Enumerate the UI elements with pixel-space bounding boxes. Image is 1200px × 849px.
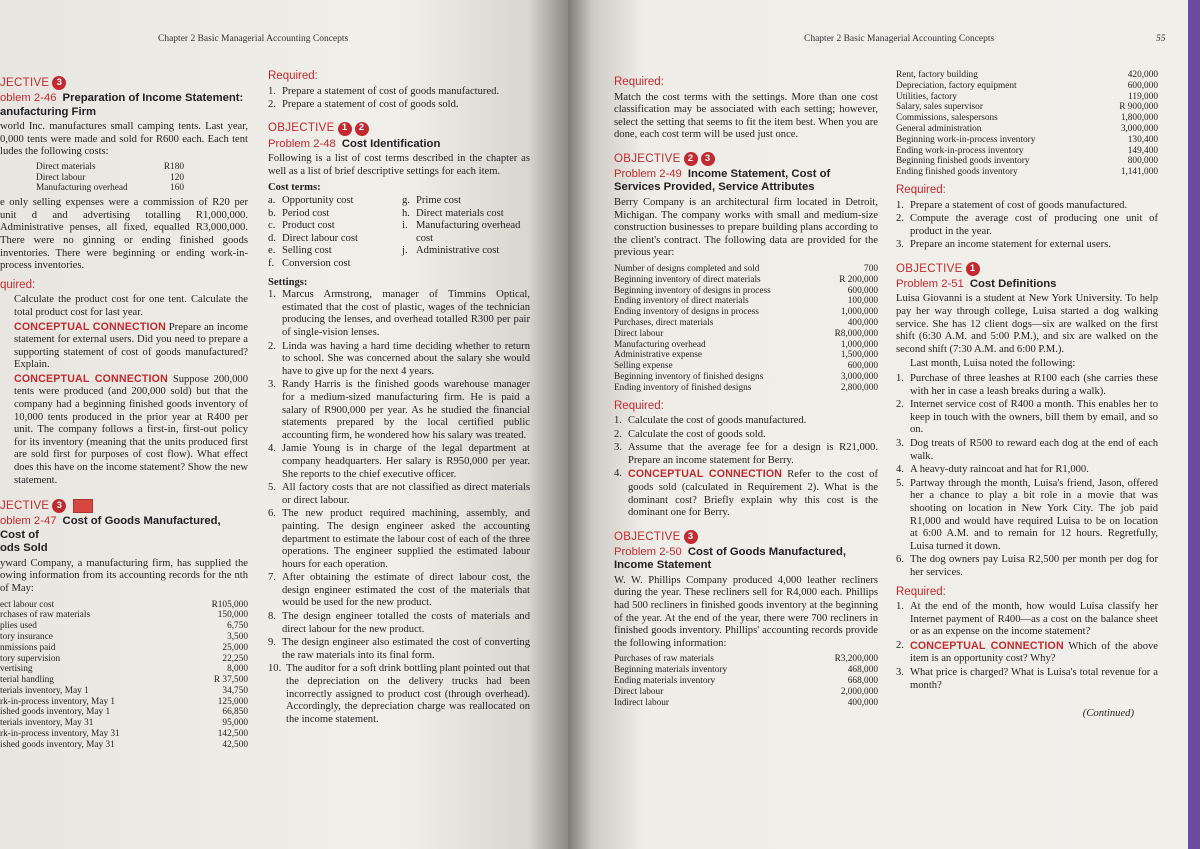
table-row: Direct materials R180 — [36, 161, 184, 172]
required-heading: Required: — [268, 70, 318, 82]
left-page-right-column — [268, 70, 530, 727]
running-head: Chapter 2 Basic Managerial Accounting Concepts — [804, 34, 995, 44]
required-heading: Required: — [896, 585, 946, 598]
list-item: 3. What price is charged? What is Luisa's total revenue for a month? — [896, 667, 1158, 691]
cost-term: i. Manufacturing overhead cost — [402, 220, 521, 244]
cost-term: f. Conversion cost — [268, 258, 351, 270]
problem-2-49-intro: Berry Company is an architectural firm located in Detroit, Michigan. The company works with small and medium-size construction businesses to prepare building plans according to the client's contract. The following data are provided for the previous year: — [614, 196, 878, 259]
table-row: Ending finished goods inventory 1,141,000 — [896, 167, 1158, 178]
problem-2-47-title: oblem 2-47 Cost of Goods Manufactured, Cost of ods Sold — [0, 515, 221, 555]
list-item: 2. Prepare a statement of cost of goods sold. — [268, 99, 459, 111]
problem-2-46-intro: world Inc. manufactures small camping tents. Last year, 0,000 tents were made and sold for R600 each. Each tent ludes the following costs: — [0, 121, 248, 158]
problem-2-48-title: Problem 2-48 Cost Identification — [268, 137, 441, 150]
problem-2-51-title: Problem 2-51 Cost Definitions — [896, 277, 1057, 290]
cost-term: a. Opportunity cost — [268, 195, 354, 207]
matching-instructions: Match the cost terms with the settings. More than one cost classification may be associated with each setting; however, select the setting that seems to fit the item best. When you are done, each cost term will be used just once. — [614, 91, 878, 141]
list-item: 4. Jamie Young is in charge of the legal department at company headquarters. Her salary is R950,000 per year. She reports to the chief executive officer. — [268, 443, 530, 480]
list-item: 8. The design engineer totalled the costs of materials and direct labour for the new product. — [268, 611, 530, 635]
cost-term: e. Selling cost — [268, 245, 332, 257]
list-item: 1. At the end of the month, how would Luisa classify her Internet payment of R400—as a cost on the balance sheet or as an expense on the income statement? — [896, 601, 1158, 638]
table-row: Beginning inventory of designs in process 600,000 — [614, 285, 878, 296]
table-row: plies used 6,750 — [0, 621, 248, 632]
phillips-data-table-continued — [896, 70, 1158, 178]
table-row: rk-in-process inventory, May 1 125,000 — [0, 696, 248, 707]
table-row: Utilities, factory 119,000 — [896, 91, 1158, 102]
list-item: CONCEPTUAL CONNECTION Prepare an income statement for external users. Did you need to prepare a supporting statement of cost of goods manufactured? Explain. — [14, 320, 248, 371]
list-item: 5. Partway through the month, Luisa's friend, Jason, offered her a chance to play a bit role in a movie that was shooting on location in New York City. The job paid R1,000 and would have required Luisa to be on location at 6:00 A.M. and to remain for 12 hours. Regretfully, Luisa turned it down. — [896, 477, 1158, 552]
table-row: Number of designs completed and sold 700 — [614, 263, 878, 274]
table-row: vertising 8,000 — [0, 664, 248, 675]
objective-badge: 3 — [52, 499, 66, 513]
list-item: 5. All factory costs that are not classified as direct materials or direct labour. — [268, 482, 530, 506]
list-item: 2. Calculate the cost of goods sold. — [614, 428, 766, 440]
objective-badge: 1 — [338, 122, 352, 136]
objective-badge: 2 — [355, 122, 369, 136]
problem-2-50-intro: W. W. Phillips Company produced 4,000 leather recliners during the year. These recliners sell for R4,000 each. Phillips had 500 recliners in finished goods inventory at the beginning of the year. At the end of the year, there were 700 recliners in finished goods inventory. Phillips' accounting records provide the following information: — [614, 574, 878, 649]
table-row: General administration 3,000,000 — [896, 123, 1158, 134]
objective-badge: 3 — [684, 530, 698, 544]
list-item: CONCEPTUAL CONNECTION Suppose 200,000 tents were produced (and 200,000 sold) but that the company had a beginning finished goods inventory of 10,000 tents produced in the prior year at R400 per unit. The company follows a first-in, first-out policy for its inventory (meaning that the units produced first are sold first for purposes of cost flow). What effect does this have on the income statement? Show the new statement. — [14, 372, 249, 486]
problem-2-48-intro: Following is a list of cost terms described in the chapter as well as a list of brief descriptive settings for each item. — [268, 153, 530, 177]
required-heading: Required: — [614, 76, 664, 88]
requirements-list — [896, 601, 1158, 692]
list-item: 9. The design engineer also estimated the cost of converting the raw materials into its final form. — [268, 637, 530, 661]
table-row: Beginning inventory of finished designs 3,000,000 — [614, 371, 878, 382]
spreadsheet-icon — [73, 499, 93, 513]
cost-term: g. Prime cost — [402, 195, 462, 207]
list-item: 3. Assume that the average fee for a design is R21,000. Prepare an income statement for Berry. — [614, 442, 878, 466]
table-row: Selling expense 600,000 — [614, 361, 878, 372]
right-page-right-column — [896, 70, 1158, 721]
list-item: 3. Randy Harris is the finished goods warehouse manager for a medium-sized manufacturing firm. He is paid a salary of R900,000 per year. As he studied the financial statements prepared by the local certified public accounting firm, he wondered how his salary was treated. — [268, 379, 530, 441]
chapter-color-strip — [1188, 0, 1200, 849]
table-row: Direct labour 120 — [36, 172, 184, 183]
list-item: Calculate the product cost for one tent. Calculate the total product cost for last year. — [14, 294, 248, 318]
luisa-items-list — [896, 373, 1158, 580]
table-row: ished goods inventory, May 1 66,850 — [0, 707, 248, 718]
cost-term: d. Direct labour cost — [268, 232, 358, 244]
left-column — [0, 76, 248, 751]
list-item: 3. Prepare an income statement for external users. — [896, 239, 1111, 251]
requirements-list — [268, 86, 530, 112]
list-item: 4. CONCEPTUAL CONNECTION Refer to the cost of goods sold (calculated in Requirement 2). What is the dominant cost? Briefly explain why this cost is the dominant one for Berry. — [614, 468, 878, 519]
table-row: Beginning work-in-process inventory 130,400 — [896, 134, 1158, 145]
table-row: terials inventory, May 31 95,000 — [0, 718, 248, 729]
objective-label: JECTIVE 3 — [0, 499, 248, 513]
table-row: terial handling R 37,500 — [0, 675, 248, 686]
objective-badge: 2 — [684, 152, 698, 166]
list-item: 1. Marcus Armstrong, manager of Timmins Optical, estimated that the cost of plastic, wages of the technician producing the lenses, and overhead totalled R300 per pair of single-vision lenses. — [268, 289, 530, 338]
objective-label: JECTIVE 3 — [0, 76, 248, 90]
list-item: 1. Calculate the cost of goods manufactured. — [614, 415, 807, 427]
list-item: 2. Internet service cost of R400 a month. This enables her to keep in touch with the owners, bill them by email, and so on. — [896, 399, 1158, 436]
table-row: Ending materials inventory 668,000 — [614, 676, 878, 686]
table-row: Commissions, salespersons 1,800,000 — [896, 113, 1158, 124]
list-item: 4. A heavy-duty raincoat and hat for R1,000. — [896, 464, 1089, 476]
table-row: Ending inventory of direct materials 100,000 — [614, 296, 878, 307]
problem-2-50-title: Problem 2-50 Cost of Goods Manufactured, Income Statement — [614, 545, 846, 572]
list-item: 6. The new product required machining, assembly, and painting. The design engineer asked the accounting department to estimate the labour cost of each of the three operations. The engineer supplied the estimated labour hours for each operation. — [268, 508, 530, 570]
table-row: Direct labour R8,000,000 — [614, 328, 878, 339]
table-row: Direct labour 2,000,000 — [614, 686, 878, 697]
list-item: 2. CONCEPTUAL CONNECTION Which of the above item is an opportunity cost? Why? — [896, 639, 1158, 665]
table-row: Beginning materials inventory 468,000 — [614, 665, 878, 676]
table-row: Ending inventory of finished designs 2,800,000 — [614, 382, 878, 393]
list-item: 7. After obtaining the estimate of direct labour cost, the design engineer estimated the cost of the materials that would be used for the new product. — [268, 572, 530, 609]
left-page — [0, 0, 568, 849]
table-row: Manufacturing overhead 1,000,000 — [614, 339, 878, 350]
cost-term: j. Administrative cost — [402, 245, 500, 257]
right-page — [568, 0, 1200, 849]
table-row: Manufacturing overhead 160 — [36, 183, 184, 194]
requirements-list — [614, 415, 878, 520]
table-row: ect labour cost R105,000 — [0, 599, 248, 610]
requirements-list — [0, 294, 248, 487]
objective-label: OBJECTIVE 3 — [614, 530, 878, 544]
objective-label: OBJECTIVE 1 — [896, 262, 1158, 276]
list-item: 1. Prepare a statement of cost of goods manufactured. — [896, 199, 1128, 211]
objective-label: OBJECTIVE 2 3 — [614, 152, 878, 166]
objective-badge: 3 — [701, 152, 715, 166]
objective-badge: 3 — [52, 76, 66, 90]
right-page-left-column — [614, 76, 878, 708]
table-row: ished goods inventory, May 31 42,500 — [0, 739, 248, 750]
list-item: 2. Linda was having a hard time deciding whether to return to school. She was concerned about the salary she would have to give up for the next 4 years. — [268, 340, 530, 377]
table-row: rk-in-process inventory, May 31 142,500 — [0, 729, 248, 740]
required-heading: quired: — [0, 278, 36, 291]
problem-2-51-intro: Luisa Giovanni is a student at New York University. To help pay her way through college, Luisa started a dog walking service. She has 12 client dogs—six are walked on the first shift (6:30 A.M. and 5:00 P.M.), and six are walked on the second shift (7:30 A.M. and 6:00 P.M.). — [896, 293, 1158, 355]
settings-heading: Settings: — [268, 276, 308, 288]
table-row: terials inventory, May 1 34,750 — [0, 685, 248, 696]
requirements-list — [896, 200, 1158, 252]
continued-note: (Continued) — [1082, 708, 1134, 720]
cost-terms-heading: Cost terms: — [268, 182, 321, 194]
list-item: 2. Compute the average cost of producing one unit of product in the year. — [896, 213, 1158, 237]
settings-list — [268, 289, 530, 726]
running-head: Chapter 2 Basic Managerial Accounting Concepts — [158, 34, 349, 44]
table-row: rchases of raw materials 150,000 — [0, 610, 248, 621]
table-row: Salary, sales supervisor R 900,000 — [896, 102, 1158, 113]
list-item: 6. The dog owners pay Luisa R2,500 per month per dog for her services. — [896, 554, 1158, 578]
table-row: Indirect labour 400,000 — [614, 697, 878, 708]
page-number: 55 — [1156, 34, 1166, 44]
tent-cost-table — [36, 162, 184, 194]
objective-label: OBJECTIVE 1 2 — [268, 122, 530, 136]
table-row: tory insurance 3,500 — [0, 631, 248, 642]
list-item: 10. The auditor for a soft drink bottling plant pointed out that the depreciation on the delivery trucks had been incorrectly assigned to product cost (through overhead). Accordingly, the depreciation charge was reallocated on the income statement. — [268, 663, 530, 725]
table-row: tory supervision 22,250 — [0, 653, 248, 664]
problem-2-51-intro-2: Last month, Luisa noted the following: — [910, 358, 1076, 370]
table-row: Beginning finished goods inventory 800,000 — [896, 156, 1158, 167]
problem-2-47-intro: yward Company, a manufacturing firm, has supplied the owing information from its accounting records for the nth of May: — [0, 557, 248, 594]
cost-term: b. Period cost — [268, 207, 330, 219]
table-row: Purchases, direct materials 400,000 — [614, 317, 878, 328]
objective-badge: 1 — [966, 262, 980, 276]
required-heading: Required: — [896, 183, 946, 196]
cost-term: c. Product cost — [268, 220, 335, 232]
problem-2-46-title: oblem 2-46 Preparation of Income Statement: anufacturing Firm — [0, 92, 244, 118]
table-row: nmissions paid 25,000 — [0, 642, 248, 653]
table-row: Ending work-in-process inventory 149,400 — [896, 145, 1158, 156]
table-row: Depreciation, factory equipment 600,000 — [896, 80, 1158, 91]
cost-terms-list — [268, 195, 530, 271]
table-row: Administrative expense 1,500,000 — [614, 350, 878, 361]
table-row: Beginning inventory of direct materials R 200,000 — [614, 274, 878, 285]
list-item: 1. Prepare a statement of cost of goods manufactured. — [268, 85, 500, 97]
problem-2-49-title: Problem 2-49 Income Statement, Cost of Services Provided, Service Attributes — [614, 167, 831, 194]
list-item: 3. Dog treats of R500 to reward each dog at the end of each walk. — [896, 437, 1158, 462]
table-row: Rent, factory building 420,000 — [896, 70, 1158, 80]
problem-2-46-details: e only selling expenses were a commission of R20 per unit d and advertising totalling R1,000,000. Administrative penses, all fixed, equalled R3,000,000. There were no ginning or ending finished goods inventories. There were beginning or ending work-in-process inventories. — [0, 197, 248, 272]
berry-data-table — [614, 264, 878, 394]
table-row: Purchases of raw materials R3,200,000 — [614, 654, 878, 665]
table-row: Ending inventory of designs in process 1,000,000 — [614, 307, 878, 318]
phillips-data-table — [614, 654, 878, 708]
cost-term: h. Direct materials cost — [402, 207, 504, 219]
required-heading: Required: — [614, 399, 664, 412]
hayward-data-table — [0, 600, 248, 751]
list-item: 1. Purchase of three leashes at R100 each (she carries these with her in case a leash breaks during a walk). — [896, 373, 1158, 397]
